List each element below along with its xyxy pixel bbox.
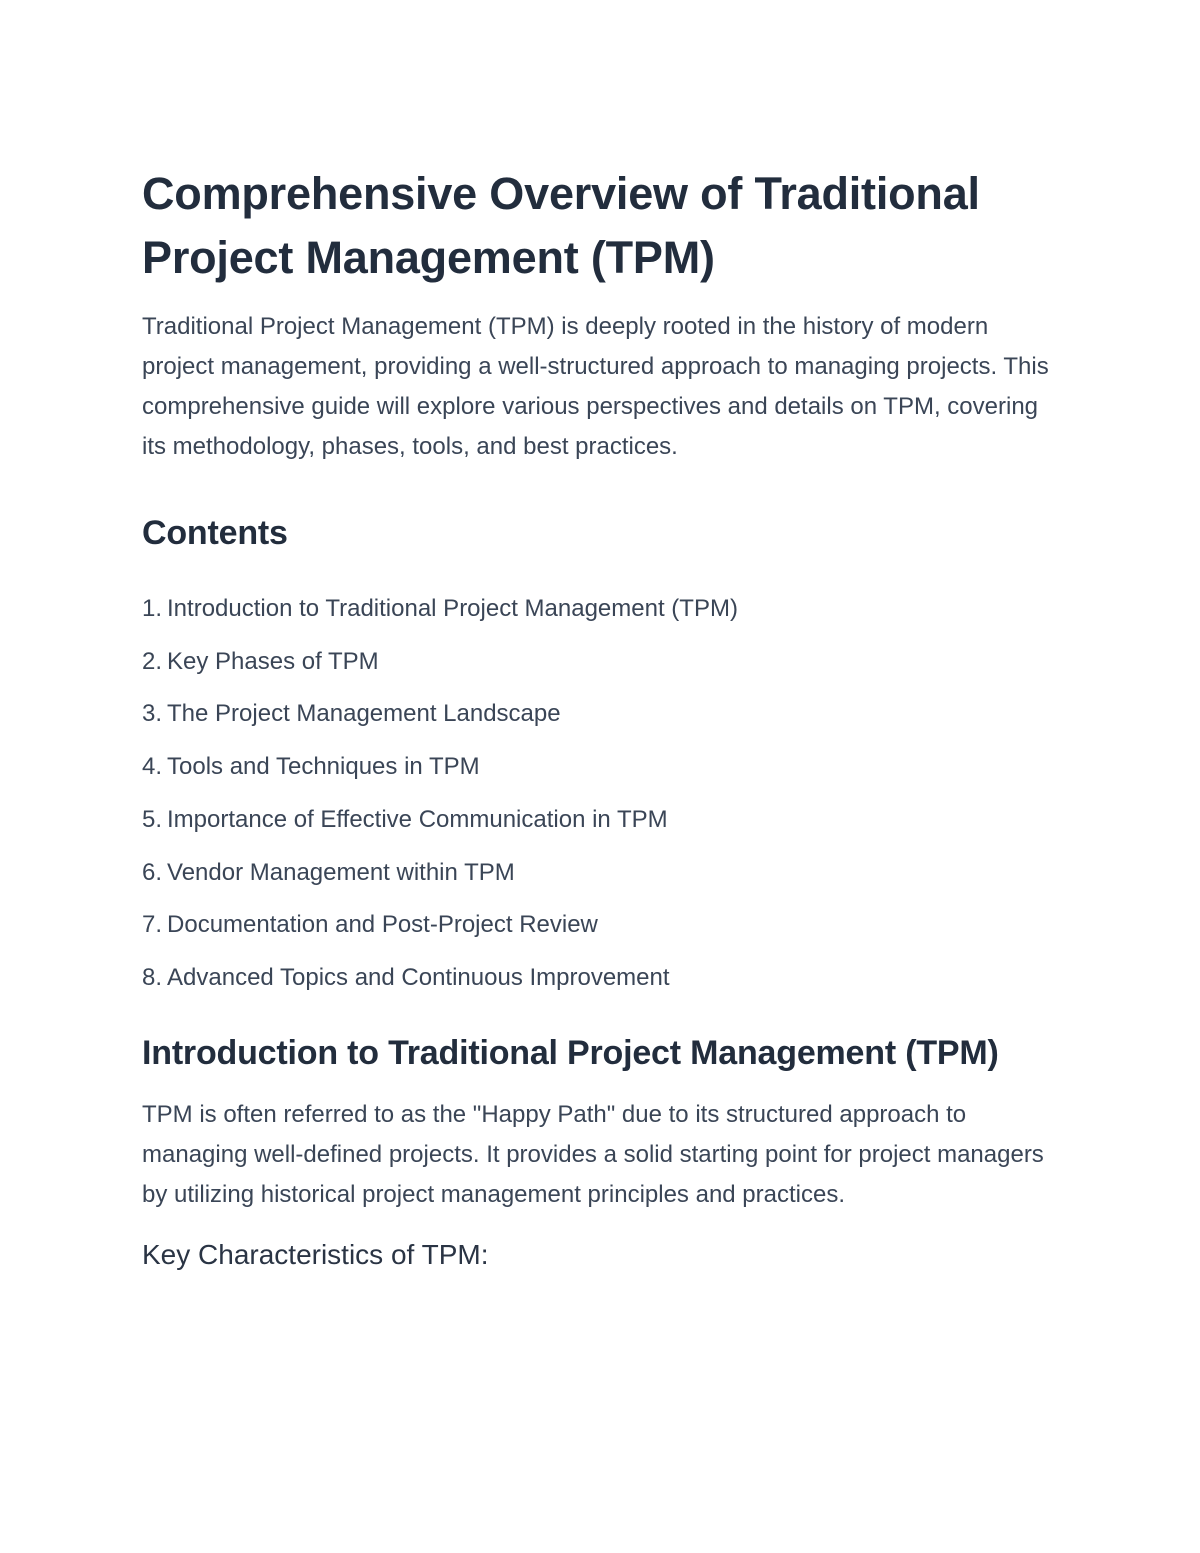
toc-item-number: 1. xyxy=(142,595,163,622)
toc-item-number: 6. xyxy=(142,858,163,886)
intro-paragraph: Traditional Project Management (TPM) is deeply rooted in the history of modern project management, providing a well-structured approach to managing projects. This comprehensive guide will explore various perspectives and details on TPM, covering its methodology, phases, tools, and best practices. xyxy=(142,313,1049,460)
document-page xyxy=(142,162,1062,1275)
toc-item-number: 3. xyxy=(142,700,163,728)
toc-item-label: Introduction to Traditional Project Management (TPM) xyxy=(167,595,738,622)
toc-item[interactable] xyxy=(142,583,1062,636)
toc-item[interactable] xyxy=(142,952,1062,1005)
toc-item-label: Tools and Techniques in TPM xyxy=(167,753,480,781)
toc-item-number: 2. xyxy=(142,647,163,675)
toc-item-number: 4. xyxy=(142,753,163,781)
toc-item-number: 7. xyxy=(142,911,163,939)
subsection-heading: Key Characteristics of TPM: xyxy=(142,1238,489,1270)
toc-item[interactable] xyxy=(142,741,1062,794)
section-paragraph: TPM is often referred to as the "Happy Path" due to its structured approach to managing well-defined projects. It provides a solid starting point for project managers by utilizing historical project management principles and practices. xyxy=(142,1100,1044,1208)
toc-item-label: Vendor Management within TPM xyxy=(167,858,515,886)
contents-heading: Contents xyxy=(142,514,288,552)
toc-item[interactable] xyxy=(142,636,1062,689)
table-of-contents xyxy=(142,583,1062,1005)
section-heading: Introduction to Traditional Project Management (TPM) xyxy=(142,1033,999,1072)
toc-item-number: 8. xyxy=(142,963,163,991)
toc-item[interactable] xyxy=(142,794,1062,847)
toc-item-number: 5. xyxy=(142,805,163,833)
toc-item[interactable] xyxy=(142,847,1062,900)
toc-item-label: The Project Management Landscape xyxy=(167,700,561,728)
toc-item-label: Key Phases of TPM xyxy=(167,647,379,675)
toc-item-label: Advanced Topics and Continuous Improvement xyxy=(167,963,670,991)
toc-item[interactable] xyxy=(142,688,1062,741)
toc-item[interactable] xyxy=(142,899,1062,952)
document-title: Comprehensive Overview of Traditional Project Management (TPM) xyxy=(142,168,980,283)
toc-item-label: Importance of Effective Communication in TPM xyxy=(167,805,668,833)
toc-item-label: Documentation and Post-Project Review xyxy=(167,911,598,939)
